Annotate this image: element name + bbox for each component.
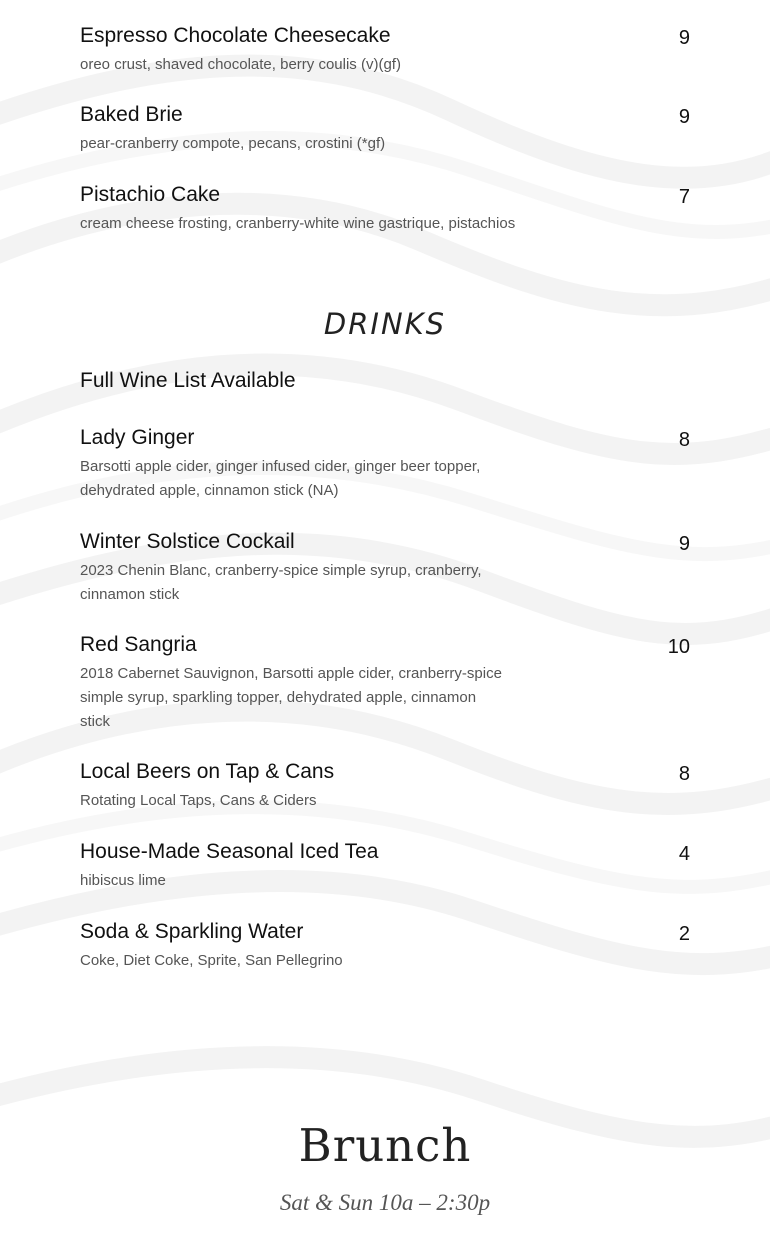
item-price: 8 [678, 429, 690, 451]
item-price: 7 [678, 186, 690, 208]
item-name: Baked Brie [80, 103, 183, 126]
item-price: 9 [678, 533, 690, 555]
item-description: Coke, Diet Coke, Sprite, San Pellegrino [80, 952, 343, 969]
item-description: Rotating Local Taps, Cans & Ciders [80, 792, 317, 809]
item-name: Pistachio Cake [80, 183, 221, 206]
brunch-hours: Sat & Sun 10a – 2:30p [279, 1190, 491, 1215]
item-price: 8 [678, 763, 690, 785]
section-title-brunch: Brunch [298, 1119, 472, 1172]
item-description: oreo crust, shaved chocolate, berry coulis (v)(gf) [80, 56, 401, 73]
item-name: Winter Solstice Cockail [80, 530, 295, 553]
item-description: hibiscus lime [80, 872, 166, 889]
item-name: Lady Ginger [80, 426, 195, 449]
wine-list-note: Full Wine List Available [80, 369, 296, 392]
item-price: 9 [678, 27, 690, 49]
item-description: pear-cranberry compote, pecans, crostini (*gf) [80, 135, 386, 152]
item-price: 4 [678, 843, 690, 865]
item-name: Soda & Sparkling Water [80, 920, 304, 943]
item-description: 2023 Chenin Blanc, cranberry-spice simple syrup, cranberry, cinnamon stick [80, 562, 482, 603]
item-description: Barsotti apple cider, ginger infused cider, ginger beer topper, dehydrated apple, cinnamon stick (NA) [80, 458, 481, 499]
item-name: Espresso Chocolate Cheesecake [80, 24, 391, 47]
item-description: 2018 Cabernet Sauvignon, Barsotti apple cider, cranberry-spice simple syrup, sparkling topper, dehydrated apple, cinnamon stick [80, 665, 502, 730]
item-price: 10 [667, 636, 690, 658]
item-price: 2 [678, 923, 690, 945]
item-name: Local Beers on Tap & Cans [80, 760, 335, 783]
item-name: Red Sangria [80, 633, 197, 656]
item-price: 9 [678, 106, 690, 128]
section-title-drinks: DRINKS [323, 307, 447, 341]
item-name: House-Made Seasonal Iced Tea [80, 840, 379, 863]
item-description: cream cheese frosting, cranberry-white wine gastrique, pistachios [80, 215, 516, 232]
